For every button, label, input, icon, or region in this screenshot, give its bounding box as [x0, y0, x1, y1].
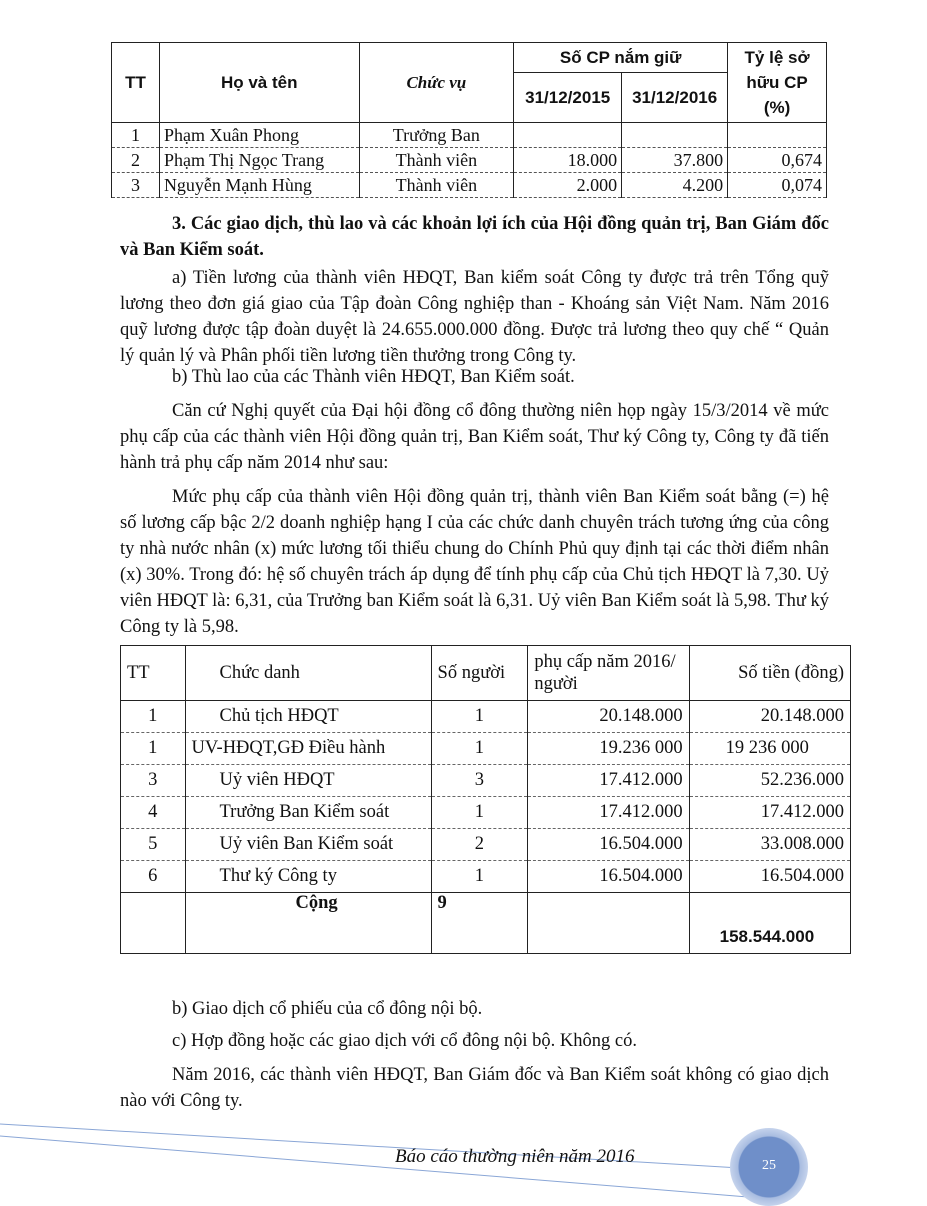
cell-title: Trưởng Ban Kiểm soát	[185, 797, 431, 829]
col-date-2016: 31/12/2016	[622, 73, 728, 123]
cell-name: Phạm Xuân Phong	[159, 123, 359, 148]
cell-position: Trưởng Ban	[359, 123, 514, 148]
cell-allowance: 16.504.000	[528, 861, 689, 893]
col-title: Chức danh	[185, 646, 431, 701]
cell-allowance: 17.412.000	[528, 765, 689, 797]
cell-count: 1	[431, 861, 528, 893]
cell-tt: 2	[112, 148, 160, 173]
cell-position: Thành viên	[359, 148, 514, 173]
cell-2016: 4.200	[622, 173, 728, 198]
paragraph-insider-shares: b) Giao dịch cổ phiếu của cổ đông nội bộ.	[172, 999, 483, 1019]
cell-tt: 6	[121, 861, 186, 893]
cell-title: UV-HĐQT,GĐ Điều hành	[185, 733, 431, 765]
cell-allowance: 16.504.000	[528, 829, 689, 861]
footer-title: Báo cáo thường niên năm 2016	[395, 1146, 635, 1167]
cell-amount: 33.008.000	[689, 829, 850, 861]
cell-tt: 4	[121, 797, 186, 829]
cell-title: Thư ký Công ty	[185, 861, 431, 893]
cell-tt: 3	[121, 765, 186, 797]
cell-2015: 2.000	[514, 173, 622, 198]
cell-allowance: 20.148.000	[528, 701, 689, 733]
total-label: Cộng	[185, 893, 431, 954]
cell-amount: 16.504.000	[689, 861, 850, 893]
total-count: 9	[431, 893, 528, 954]
cell-count: 2	[431, 829, 528, 861]
cell-tt: 1	[112, 123, 160, 148]
col-amount: Số tiền (đồng)	[689, 646, 850, 701]
cell-amount: 52.236.000	[689, 765, 850, 797]
col-shares: Số CP nắm giữ	[514, 43, 728, 73]
cell-count: 1	[431, 701, 528, 733]
col-allowance: phụ cấp năm 2016/ người	[528, 646, 689, 701]
paragraph-resolution: Căn cứ Nghị quyết của Đại hội đồng cổ đông thường niên họp ngày 15/3/2014 về mức phụ cấp của các thành viên Hội đồng quản trị, Ban Kiểm soát, Thư ký Công ty, Công ty đã tiến hành trả phụ cấp năm 2014 như sau:	[120, 401, 829, 473]
cell-position: Thành viên	[359, 173, 514, 198]
total-amount: 158.544.000	[689, 893, 850, 954]
paragraph-no-transactions: Năm 2016, các thành viên HĐQT, Ban Giám đốc và Ban Kiểm soát không có giao dịch nào với Công ty.	[120, 1065, 829, 1111]
paragraph-allowance-formula: Mức phụ cấp của thành viên Hội đồng quản trị, thành viên Ban Kiểm soát bằng (=) hệ số lương cấp bậc 2/2 doanh nghiệp hạng I của các chức danh chuyên trách tương ứng của công ty nhà nước nhân (x) mức lương tối thiểu chung do Chính Phủ quy định tại các thời điểm nhân (x) 30%. Trong đó: hệ số chuyên trách áp dụng để tính phụ cấp của Chủ tịch HĐQT là 7,30. Uỷ viên HĐQT là: 6,31, của Trưởng ban Kiểm soát là 6,31. Uỷ viên Ban Kiểm soát là 5,98. Thư ký Công ty là 5,98.	[120, 487, 829, 637]
cell-title: Uỷ viên Ban Kiểm soát	[185, 829, 431, 861]
cell-allowance: 19.236 000	[528, 733, 689, 765]
cell-tt: 5	[121, 829, 186, 861]
col-ratio: Tỷ lệ sở hữu CP (%)	[728, 43, 827, 123]
cell-ratio: 0,074	[728, 173, 827, 198]
cell-ratio: 0,674	[728, 148, 827, 173]
cell-tt: 1	[121, 701, 186, 733]
col-count: Số người	[431, 646, 528, 701]
cell-title: Chủ tịch HĐQT	[185, 701, 431, 733]
paragraph-remuneration: b) Thù lao của các Thành viên HĐQT, Ban Kiểm soát.	[172, 367, 575, 387]
cell-allowance: 17.412.000	[528, 797, 689, 829]
page-number-badge	[730, 1128, 808, 1206]
cell-count: 1	[431, 797, 528, 829]
cell-amount: 20.148.000	[689, 701, 850, 733]
col-position: Chức vụ	[359, 43, 514, 123]
paragraph-insider-contracts: c) Hợp đồng hoặc các giao dịch với cổ đông nội bộ. Không có.	[172, 1031, 637, 1051]
cell-tt: 1	[121, 733, 186, 765]
cell-name: Nguyễn Mạnh Hùng	[159, 173, 359, 198]
paragraph-salary: a) Tiền lương của thành viên HĐQT, Ban kiểm soát Công ty được trả trên Tổng quỹ lương theo đơn giá giao của Tập đoàn Công nghiệp than - Khoáng sản Việt Nam. Năm 2016 quỹ lương được tập đoàn duyệt là 24.655.000.000 đồng. Được trả lương theo quy chế “ Quản lý quản lý và Phân phối tiền lương tiền thưởng trong Công ty.	[120, 268, 829, 366]
page-number: 25	[762, 1158, 776, 1173]
cell-name: Phạm Thị Ngọc Trang	[159, 148, 359, 173]
section-heading: 3. Các giao dịch, thù lao và các khoản lợi ích của Hội đồng quản trị, Ban Giám đốc và Ban Kiểm soát.	[120, 214, 829, 260]
col-tt: TT	[121, 646, 186, 701]
cell-tt: 3	[112, 173, 160, 198]
col-name: Họ và tên	[159, 43, 359, 123]
cell-count: 1	[431, 733, 528, 765]
col-tt: TT	[112, 43, 160, 123]
cell-2015: 18.000	[514, 148, 622, 173]
cell-title: Uỷ viên HĐQT	[185, 765, 431, 797]
cell-2016: 37.800	[622, 148, 728, 173]
cell-amount: 19 236 000	[689, 733, 850, 765]
cell-count: 3	[431, 765, 528, 797]
cell-amount: 17.412.000	[689, 797, 850, 829]
col-date-2015: 31/12/2015	[514, 73, 622, 123]
